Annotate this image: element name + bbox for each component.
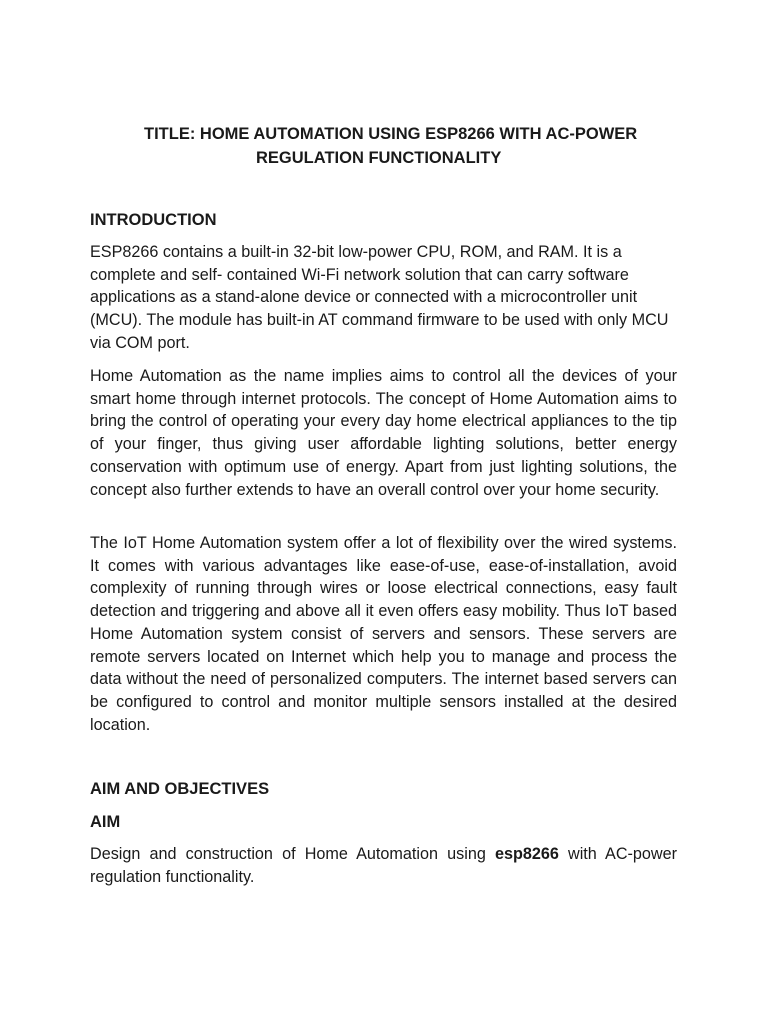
introduction-heading: INTRODUCTION [90, 211, 217, 229]
title-line-2: REGULATION FUNCTIONALITY [256, 149, 502, 167]
document-title [80, 122, 720, 170]
aim-text-after: with AC-power regulation functionality. [90, 845, 677, 886]
intro-paragraph-1: ESP8266 contains a built-in 32-bit low-power CPU, ROM, and RAM. It is a complete and self- contained Wi-Fi network solution that can carry software applications as a stand-alone device or connected with a microcontroller unit (MCU). The module has built-in AT command firmware to be used with only MCU via COM port. [90, 243, 669, 352]
title-line-1: TITLE: HOME AUTOMATION USING ESP8266 WITH AC-POWER [144, 125, 638, 143]
aim-text-bold: esp8266 [494, 845, 559, 863]
intro-paragraph-3: The IoT Home Automation system offer a lot of flexibility over the wired systems. It comes with various advantages like ease-of-use, ease-of-installation, avoid complexity of running through wires or loose electrical connections, easy fault detection and triggering and above all it even offers easy mobility. Thus IoT based Home Automation system consist of servers and sensors. These servers are remote servers located on Internet which help you to manage and process the data without the need of personalized computers. The internet based servers can be configured to control and monitor multiple sensors installed at the desired location. [90, 534, 677, 734]
aim-text-before: Design and construction of Home Automation using [90, 845, 495, 863]
aim-heading: AIM [90, 813, 121, 831]
intro-paragraph-2: Home Automation as the name implies aims to control all the devices of your smart home through internet protocols. The concept of Home Automation aims to bring the control of operating your every day home electrical appliances to the tip of your finger, thus giving user affordable lighting solutions, better energy conservation with optimum use of energy. Apart from just lighting solutions, the concept also further extends to have an overall control over your home security. [90, 367, 677, 499]
aim-objectives-heading: AIM AND OBJECTIVES [90, 780, 270, 798]
aim-paragraph [90, 843, 677, 888]
